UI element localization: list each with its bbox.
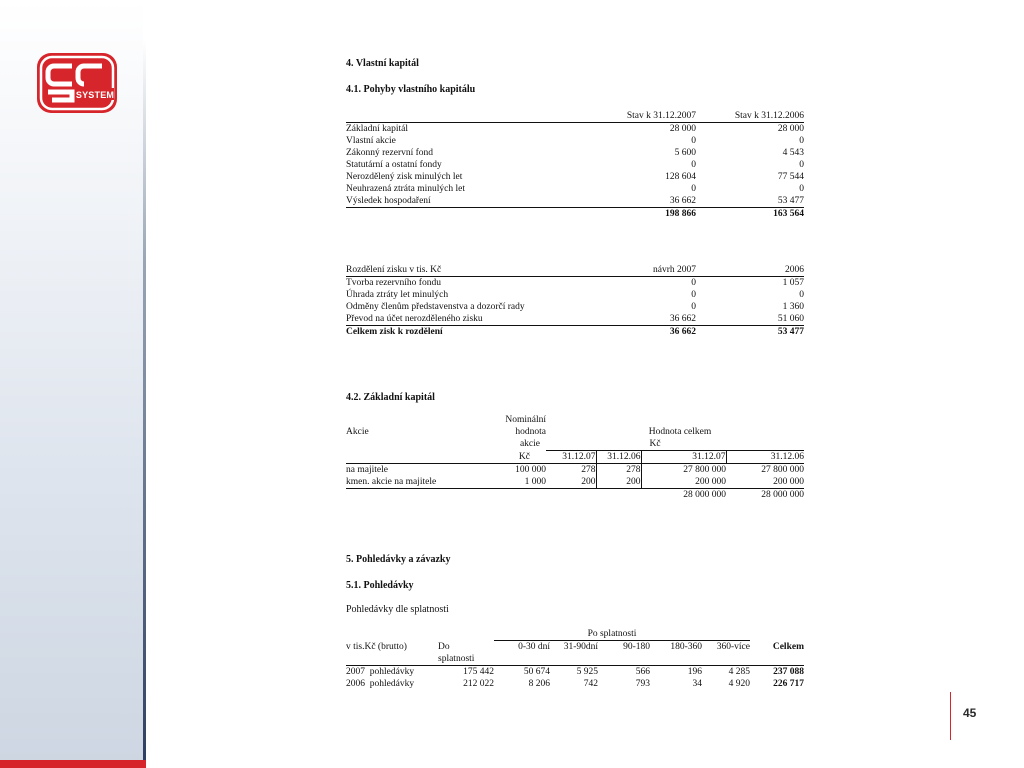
table-row: 2006 pohledávky 212 022 8 206 742 793 34 4 920 226 717 — [346, 679, 804, 689]
left-sidebar-panel — [0, 0, 143, 768]
table-row: Převod na účet nerozděleného zisku 36 662 51 060 — [346, 314, 804, 324]
table-row: Vlastní akcie 0 0 — [346, 136, 804, 146]
profit-header-label: Rozdělení zisku v tis. Kč — [346, 265, 442, 275]
shares-header: Akcie — [346, 427, 369, 437]
equity-col-2006: Stav k 31.12.2006 — [734, 111, 804, 121]
table-row: Statutární a ostatní fondy 0 0 — [346, 160, 804, 170]
receivables-table: Po splatnosti v tis.Kč (brutto) Do 0-30 dní 31-90dní 90-180 180-360 360-více Celkem splatnosti 2007 pohledávky 175 442 50 674 5 925 566 196 4 285 237 088 2006 pohledávky 212 022 8 206 742 793 34 4 920 226 717 — [346, 629, 804, 689]
gc-system-logo — [36, 52, 118, 114]
profit-col-2007: návrh 2007 — [652, 265, 696, 275]
table-row: 2007 pohledávky 175 442 50 674 5 925 566 196 4 285 237 088 — [346, 667, 804, 677]
section-4-1-title: 4.1. Pohyby vlastního kapitálu — [346, 84, 476, 95]
table-row: Základní kapitál 28 000 28 000 — [346, 124, 804, 134]
total-header: Celkem — [772, 641, 804, 652]
section-5-title: 5. Pohledávky a závazky — [346, 554, 451, 565]
equity-movements-table — [346, 110, 804, 220]
nominal-header: Nominální — [505, 415, 546, 425]
overdue-header: Po splatnosti — [587, 629, 637, 639]
section-4-2-title: 4.2. Základní kapitál — [346, 392, 435, 403]
share-capital-table: Nominální Akcie hodnota Hodnota celkem akcie Kč Kč 31.12.07 31.12.06 31.12.07 31.12.06 na majitele 100 000 278 278 27 800 000 27 800 000 kmen. akcie na majitele 1 000 200 200 200 000 200 000 28 000 000 28 000 000 — [346, 415, 804, 500]
table-row: kmen. akcie na majitele 1 000 200 200 200 000 200 000 — [346, 477, 804, 487]
section-4-title: 4. Vlastní kapitál — [346, 58, 419, 69]
page-number-divider — [950, 692, 951, 740]
sidebar-divider — [143, 40, 146, 768]
total-value-header: Hodnota celkem — [648, 427, 712, 437]
receivables-caption: Pohledávky dle splatnosti — [346, 604, 449, 615]
equity-total-row: 198 866 163 564 — [665, 209, 804, 219]
profit-total-row: Celkem zisk k rozdělení 36 662 53 477 — [346, 327, 804, 337]
svg-text:SYSTEM: SYSTEM — [75, 90, 115, 100]
table-row: Nerozdělený zisk minulých let 128 604 77 544 — [346, 172, 804, 182]
page-number: 45 — [963, 706, 977, 720]
unit-header: v tis.Kč (brutto) — [346, 641, 407, 652]
sidebar-accent-bar — [0, 760, 146, 768]
document-page — [340, 52, 810, 702]
table-row: Zákonný rezervní fond 5 600 4 543 — [346, 148, 804, 158]
table-row: na majitele 100 000 278 278 27 800 000 27 800 000 — [346, 465, 804, 475]
section-5-1-title: 5.1. Pohledávky — [346, 580, 414, 591]
capital-total-row: 28 000 000 28 000 000 — [683, 490, 804, 500]
equity-col-2007: Stav k 31.12.2007 — [626, 111, 696, 121]
profit-distribution-table — [346, 264, 804, 338]
table-row: Tvorba rezervního fondu 0 1 057 — [346, 278, 804, 288]
table-row: Úhrada ztráty let minulých 0 0 — [346, 290, 804, 300]
table-row: Odměny členům představenstva a dozorčí rady 0 1 360 — [346, 302, 804, 312]
table-row: Neuhrazená ztráta minulých let 0 0 — [346, 184, 804, 194]
table-row: Výsledek hospodaření 36 662 53 477 — [346, 196, 804, 206]
profit-col-2006: 2006 — [785, 265, 804, 275]
